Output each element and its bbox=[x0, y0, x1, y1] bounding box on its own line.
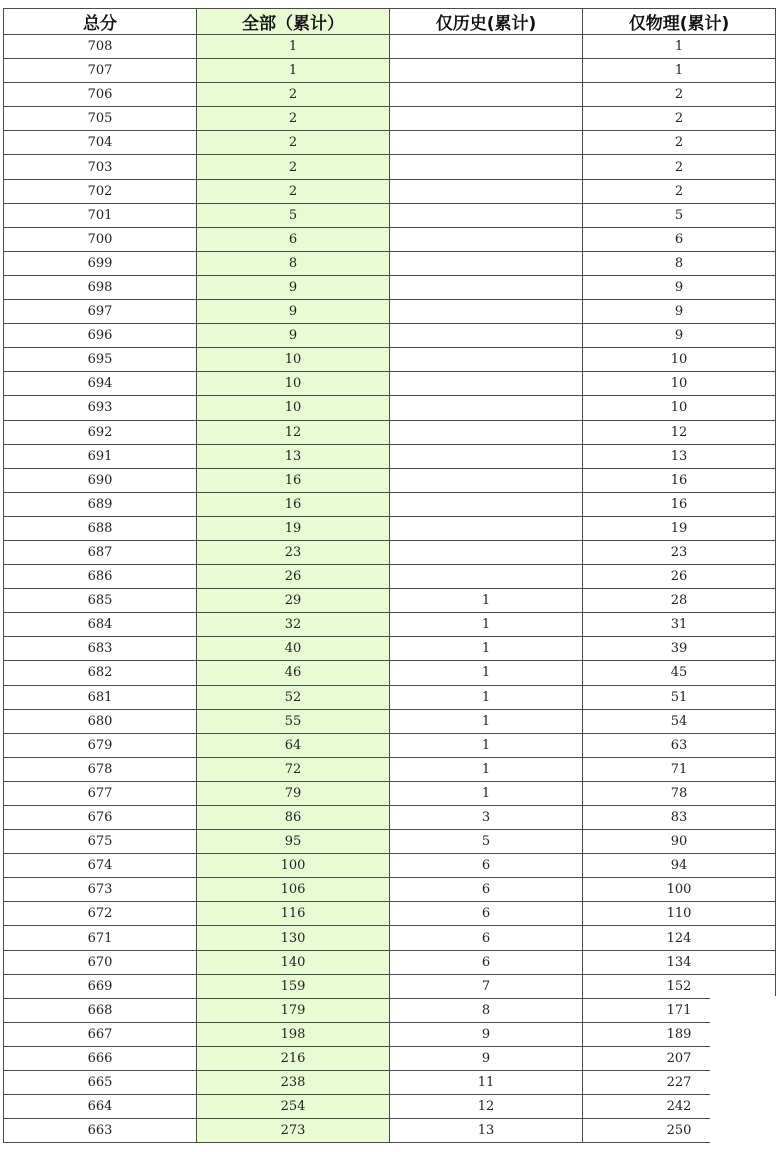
physics-only-cell: 12 bbox=[583, 420, 776, 444]
all-cumulative-cell: 79 bbox=[197, 781, 390, 805]
table-row bbox=[4, 516, 776, 540]
header-physics-only-cumulative: 仅物理(累计) bbox=[583, 9, 776, 35]
all-cumulative-cell: 10 bbox=[197, 348, 390, 372]
physics-only-cell: 2 bbox=[583, 179, 776, 203]
history-only-cell: 1 bbox=[390, 781, 583, 805]
all-cumulative-cell: 32 bbox=[197, 613, 390, 637]
history-only-cell bbox=[390, 275, 583, 299]
table-row bbox=[4, 324, 776, 348]
all-cumulative-cell: 19 bbox=[197, 516, 390, 540]
history-only-cell: 8 bbox=[390, 998, 583, 1022]
physics-only-cell: 1 bbox=[583, 35, 776, 59]
all-cumulative-cell: 116 bbox=[197, 902, 390, 926]
total-score-cell: 700 bbox=[4, 227, 197, 251]
physics-only-cell: 13 bbox=[583, 444, 776, 468]
physics-only-cell: 51 bbox=[583, 685, 776, 709]
physics-only-cell: 1 bbox=[583, 59, 776, 83]
table-row bbox=[4, 974, 776, 998]
total-score-cell: 666 bbox=[4, 1046, 197, 1070]
history-only-cell bbox=[390, 155, 583, 179]
table-row bbox=[4, 155, 776, 179]
physics-only-cell: 19 bbox=[583, 516, 776, 540]
table-row bbox=[4, 709, 776, 733]
physics-only-cell: 152 bbox=[583, 974, 776, 998]
physics-only-cell: 9 bbox=[583, 300, 776, 324]
history-only-cell bbox=[390, 444, 583, 468]
total-score-cell: 679 bbox=[4, 733, 197, 757]
all-cumulative-cell: 46 bbox=[197, 661, 390, 685]
physics-only-cell: 207 bbox=[583, 1046, 776, 1070]
total-score-cell: 669 bbox=[4, 974, 197, 998]
history-only-cell bbox=[390, 203, 583, 227]
physics-only-cell: 242 bbox=[583, 1095, 776, 1119]
table-row bbox=[4, 685, 776, 709]
all-cumulative-cell: 95 bbox=[197, 830, 390, 854]
history-only-cell bbox=[390, 35, 583, 59]
history-only-cell: 3 bbox=[390, 806, 583, 830]
table-row bbox=[4, 396, 776, 420]
physics-only-cell: 10 bbox=[583, 396, 776, 420]
table-row bbox=[4, 854, 776, 878]
physics-only-cell: 10 bbox=[583, 372, 776, 396]
all-cumulative-cell: 10 bbox=[197, 372, 390, 396]
total-score-cell: 667 bbox=[4, 1022, 197, 1046]
history-only-cell bbox=[390, 516, 583, 540]
table-row bbox=[4, 468, 776, 492]
total-score-cell: 707 bbox=[4, 59, 197, 83]
all-cumulative-cell: 140 bbox=[197, 950, 390, 974]
history-only-cell: 1 bbox=[390, 757, 583, 781]
total-score-cell: 683 bbox=[4, 637, 197, 661]
table-row bbox=[4, 878, 776, 902]
total-score-cell: 689 bbox=[4, 492, 197, 516]
total-score-cell: 688 bbox=[4, 516, 197, 540]
physics-only-cell: 16 bbox=[583, 492, 776, 516]
physics-only-cell: 26 bbox=[583, 565, 776, 589]
history-only-cell: 1 bbox=[390, 733, 583, 757]
physics-only-cell: 90 bbox=[583, 830, 776, 854]
table-row bbox=[4, 950, 776, 974]
total-score-cell: 674 bbox=[4, 854, 197, 878]
history-only-cell: 1 bbox=[390, 709, 583, 733]
history-only-cell: 1 bbox=[390, 613, 583, 637]
all-cumulative-cell: 8 bbox=[197, 251, 390, 275]
physics-only-cell: 63 bbox=[583, 733, 776, 757]
all-cumulative-cell: 64 bbox=[197, 733, 390, 757]
history-only-cell: 12 bbox=[390, 1095, 583, 1119]
all-cumulative-cell: 216 bbox=[197, 1046, 390, 1070]
history-only-cell bbox=[390, 59, 583, 83]
table-row bbox=[4, 1095, 776, 1119]
all-cumulative-cell: 254 bbox=[197, 1095, 390, 1119]
table-row bbox=[4, 372, 776, 396]
total-score-cell: 678 bbox=[4, 757, 197, 781]
all-cumulative-cell: 2 bbox=[197, 83, 390, 107]
history-only-cell: 11 bbox=[390, 1071, 583, 1095]
total-score-cell: 698 bbox=[4, 275, 197, 299]
total-score-cell: 690 bbox=[4, 468, 197, 492]
history-only-cell bbox=[390, 227, 583, 251]
physics-only-cell: 6 bbox=[583, 227, 776, 251]
physics-only-cell: 8 bbox=[583, 251, 776, 275]
all-cumulative-cell: 9 bbox=[197, 300, 390, 324]
all-cumulative-cell: 10 bbox=[197, 396, 390, 420]
physics-only-cell: 94 bbox=[583, 854, 776, 878]
all-cumulative-cell: 130 bbox=[197, 926, 390, 950]
total-score-cell: 680 bbox=[4, 709, 197, 733]
all-cumulative-cell: 179 bbox=[197, 998, 390, 1022]
history-only-cell bbox=[390, 468, 583, 492]
all-cumulative-cell: 16 bbox=[197, 468, 390, 492]
all-cumulative-cell: 29 bbox=[197, 589, 390, 613]
all-cumulative-cell: 9 bbox=[197, 324, 390, 348]
total-score-cell: 699 bbox=[4, 251, 197, 275]
table-row bbox=[4, 902, 776, 926]
physics-only-cell: 134 bbox=[583, 950, 776, 974]
history-only-cell: 9 bbox=[390, 1022, 583, 1046]
total-score-cell: 686 bbox=[4, 565, 197, 589]
all-cumulative-cell: 12 bbox=[197, 420, 390, 444]
total-score-cell: 703 bbox=[4, 155, 197, 179]
total-score-cell: 704 bbox=[4, 131, 197, 155]
physics-only-cell: 9 bbox=[583, 275, 776, 299]
all-cumulative-cell: 159 bbox=[197, 974, 390, 998]
table-row bbox=[4, 637, 776, 661]
history-only-cell bbox=[390, 300, 583, 324]
all-cumulative-cell: 2 bbox=[197, 155, 390, 179]
history-only-cell: 6 bbox=[390, 878, 583, 902]
table-row bbox=[4, 275, 776, 299]
history-only-cell bbox=[390, 324, 583, 348]
all-cumulative-cell: 2 bbox=[197, 107, 390, 131]
score-table bbox=[3, 8, 776, 1143]
table-row bbox=[4, 733, 776, 757]
history-only-cell: 1 bbox=[390, 589, 583, 613]
physics-only-cell: 23 bbox=[583, 540, 776, 564]
physics-only-cell: 189 bbox=[583, 1022, 776, 1046]
total-score-cell: 694 bbox=[4, 372, 197, 396]
table-row bbox=[4, 1119, 776, 1143]
total-score-cell: 696 bbox=[4, 324, 197, 348]
table-row bbox=[4, 613, 776, 637]
total-score-cell: 677 bbox=[4, 781, 197, 805]
physics-only-cell: 45 bbox=[583, 661, 776, 685]
total-score-cell: 705 bbox=[4, 107, 197, 131]
total-score-cell: 664 bbox=[4, 1095, 197, 1119]
table-row bbox=[4, 757, 776, 781]
all-cumulative-cell: 100 bbox=[197, 854, 390, 878]
history-only-cell bbox=[390, 372, 583, 396]
history-only-cell bbox=[390, 107, 583, 131]
table-row bbox=[4, 781, 776, 805]
table-body bbox=[4, 35, 776, 1143]
physics-only-cell: 54 bbox=[583, 709, 776, 733]
total-score-cell: 665 bbox=[4, 1071, 197, 1095]
all-cumulative-cell: 26 bbox=[197, 565, 390, 589]
physics-only-cell: 100 bbox=[583, 878, 776, 902]
header-history-only-cumulative: 仅历史(累计) bbox=[390, 9, 583, 35]
all-cumulative-cell: 2 bbox=[197, 131, 390, 155]
physics-only-cell: 71 bbox=[583, 757, 776, 781]
history-only-cell bbox=[390, 83, 583, 107]
total-score-cell: 673 bbox=[4, 878, 197, 902]
total-score-cell: 682 bbox=[4, 661, 197, 685]
table-row bbox=[4, 35, 776, 59]
physics-only-cell: 250 bbox=[583, 1119, 776, 1143]
table-row bbox=[4, 131, 776, 155]
all-cumulative-cell: 1 bbox=[197, 35, 390, 59]
table-row bbox=[4, 83, 776, 107]
table-row bbox=[4, 830, 776, 854]
history-only-cell bbox=[390, 420, 583, 444]
table-row bbox=[4, 1046, 776, 1070]
history-only-cell: 1 bbox=[390, 637, 583, 661]
total-score-cell: 693 bbox=[4, 396, 197, 420]
all-cumulative-cell: 72 bbox=[197, 757, 390, 781]
total-score-cell: 676 bbox=[4, 806, 197, 830]
all-cumulative-cell: 16 bbox=[197, 492, 390, 516]
all-cumulative-cell: 2 bbox=[197, 179, 390, 203]
total-score-cell: 684 bbox=[4, 613, 197, 637]
total-score-cell: 695 bbox=[4, 348, 197, 372]
table-row bbox=[4, 420, 776, 444]
total-score-cell: 675 bbox=[4, 830, 197, 854]
total-score-cell: 671 bbox=[4, 926, 197, 950]
table-row bbox=[4, 540, 776, 564]
table-row bbox=[4, 1022, 776, 1046]
total-score-cell: 692 bbox=[4, 420, 197, 444]
history-only-cell bbox=[390, 492, 583, 516]
table-row bbox=[4, 227, 776, 251]
total-score-cell: 701 bbox=[4, 203, 197, 227]
physics-only-cell: 2 bbox=[583, 107, 776, 131]
header-total-score: 总分 bbox=[4, 9, 197, 35]
physics-only-cell: 171 bbox=[583, 998, 776, 1022]
history-only-cell: 6 bbox=[390, 902, 583, 926]
total-score-cell: 663 bbox=[4, 1119, 197, 1143]
table-row bbox=[4, 661, 776, 685]
all-cumulative-cell: 273 bbox=[197, 1119, 390, 1143]
table-row bbox=[4, 565, 776, 589]
history-only-cell: 6 bbox=[390, 926, 583, 950]
total-score-cell: 681 bbox=[4, 685, 197, 709]
history-only-cell bbox=[390, 179, 583, 203]
all-cumulative-cell: 6 bbox=[197, 227, 390, 251]
physics-only-cell: 2 bbox=[583, 155, 776, 179]
history-only-cell: 7 bbox=[390, 974, 583, 998]
history-only-cell: 6 bbox=[390, 950, 583, 974]
physics-only-cell: 124 bbox=[583, 926, 776, 950]
all-cumulative-cell: 23 bbox=[197, 540, 390, 564]
physics-only-cell: 110 bbox=[583, 902, 776, 926]
all-cumulative-cell: 198 bbox=[197, 1022, 390, 1046]
table-header-row bbox=[4, 9, 776, 35]
history-only-cell bbox=[390, 396, 583, 420]
table-row bbox=[4, 348, 776, 372]
all-cumulative-cell: 106 bbox=[197, 878, 390, 902]
all-cumulative-cell: 13 bbox=[197, 444, 390, 468]
history-only-cell bbox=[390, 348, 583, 372]
history-only-cell bbox=[390, 565, 583, 589]
score-table-sheet bbox=[3, 8, 775, 1143]
header-all-cumulative: 全部（累计） bbox=[197, 9, 390, 35]
table-row bbox=[4, 179, 776, 203]
cropped-corner bbox=[710, 996, 780, 1152]
history-only-cell bbox=[390, 540, 583, 564]
history-only-cell: 13 bbox=[390, 1119, 583, 1143]
total-score-cell: 687 bbox=[4, 540, 197, 564]
history-only-cell: 1 bbox=[390, 661, 583, 685]
all-cumulative-cell: 86 bbox=[197, 806, 390, 830]
physics-only-cell: 83 bbox=[583, 806, 776, 830]
history-only-cell bbox=[390, 131, 583, 155]
physics-only-cell: 227 bbox=[583, 1071, 776, 1095]
total-score-cell: 685 bbox=[4, 589, 197, 613]
all-cumulative-cell: 40 bbox=[197, 637, 390, 661]
table-row bbox=[4, 203, 776, 227]
physics-only-cell: 16 bbox=[583, 468, 776, 492]
table-row bbox=[4, 300, 776, 324]
physics-only-cell: 2 bbox=[583, 83, 776, 107]
history-only-cell: 5 bbox=[390, 830, 583, 854]
table-row bbox=[4, 444, 776, 468]
physics-only-cell: 2 bbox=[583, 131, 776, 155]
table-row bbox=[4, 998, 776, 1022]
table-row bbox=[4, 589, 776, 613]
all-cumulative-cell: 5 bbox=[197, 203, 390, 227]
table-row bbox=[4, 59, 776, 83]
table-row bbox=[4, 492, 776, 516]
table-row bbox=[4, 806, 776, 830]
total-score-cell: 672 bbox=[4, 902, 197, 926]
history-only-cell bbox=[390, 251, 583, 275]
history-only-cell: 9 bbox=[390, 1046, 583, 1070]
table-row bbox=[4, 251, 776, 275]
physics-only-cell: 39 bbox=[583, 637, 776, 661]
physics-only-cell: 78 bbox=[583, 781, 776, 805]
table-row bbox=[4, 1071, 776, 1095]
table-row bbox=[4, 107, 776, 131]
table-row bbox=[4, 926, 776, 950]
total-score-cell: 706 bbox=[4, 83, 197, 107]
total-score-cell: 702 bbox=[4, 179, 197, 203]
all-cumulative-cell: 9 bbox=[197, 275, 390, 299]
total-score-cell: 670 bbox=[4, 950, 197, 974]
physics-only-cell: 5 bbox=[583, 203, 776, 227]
physics-only-cell: 31 bbox=[583, 613, 776, 637]
physics-only-cell: 10 bbox=[583, 348, 776, 372]
physics-only-cell: 9 bbox=[583, 324, 776, 348]
total-score-cell: 668 bbox=[4, 998, 197, 1022]
total-score-cell: 691 bbox=[4, 444, 197, 468]
all-cumulative-cell: 1 bbox=[197, 59, 390, 83]
history-only-cell: 6 bbox=[390, 854, 583, 878]
total-score-cell: 708 bbox=[4, 35, 197, 59]
physics-only-cell: 28 bbox=[583, 589, 776, 613]
history-only-cell: 1 bbox=[390, 685, 583, 709]
all-cumulative-cell: 55 bbox=[197, 709, 390, 733]
total-score-cell: 697 bbox=[4, 300, 197, 324]
all-cumulative-cell: 238 bbox=[197, 1071, 390, 1095]
all-cumulative-cell: 52 bbox=[197, 685, 390, 709]
